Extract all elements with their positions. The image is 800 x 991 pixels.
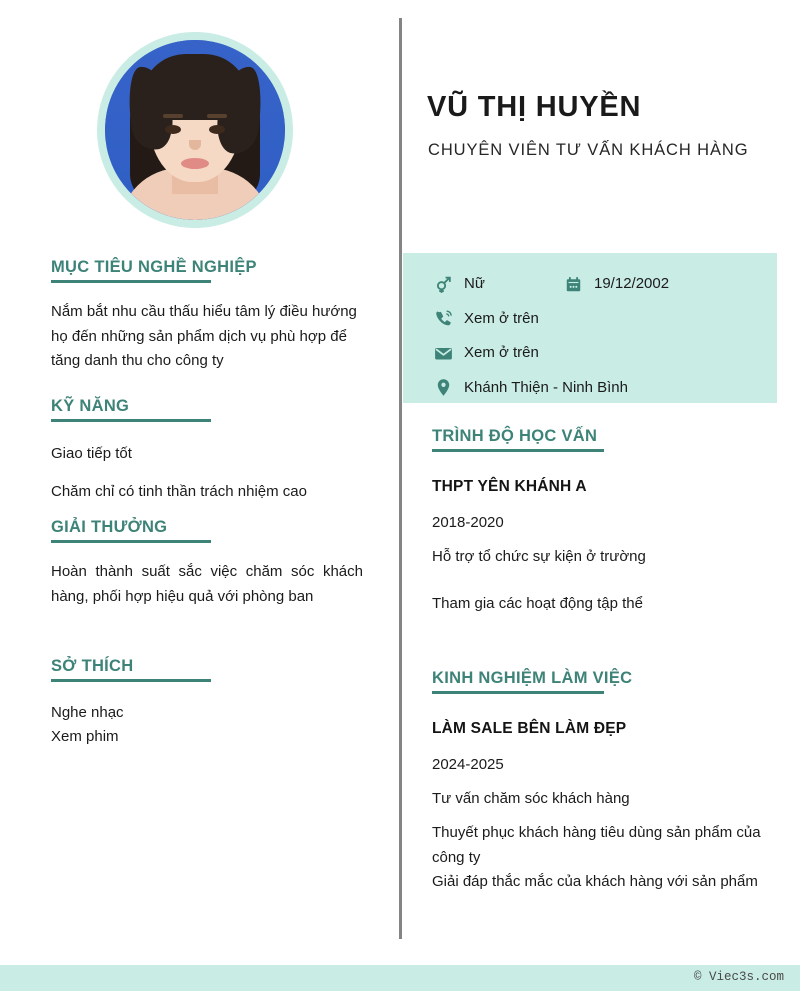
contact-row [403,336,777,371]
eyebrow-right [207,114,227,118]
objective-text: Nắm bắt nhu cầu thấu hiểu tâm lý điều hướng họ đến những sản phẩm dịch vụ phù hợp để tăng danh thu cho công ty [51,303,357,370]
section-skills [51,397,363,504]
education-period: 2018-2020 [432,513,504,531]
contact-row [403,371,777,406]
section-title-education: TRÌNH ĐỘ HỌC VẤN [432,427,598,445]
footer-credit: © Viec3s.com [693,970,784,984]
experience-detail: Thuyết phục khách hàng tiêu dùng sản phẩm của công ty [432,824,761,866]
experience-detail: Tư vấn chăm sóc khách hàng [432,789,630,807]
gender-icon [434,275,453,294]
eye-right [209,125,225,134]
avatar-photo [105,40,285,220]
section-rule [51,280,211,283]
right-column [403,0,800,939]
page-title: VŨ THỊ HUYỀN [427,91,642,123]
contact-item-email [434,344,539,363]
contact-row [403,267,777,302]
contact-item-phone [434,309,539,328]
education-detail: Hỗ trợ tổ chức sự kiện ở trường [432,547,646,565]
footer-bar [0,965,800,991]
eyebrow-left [163,114,183,118]
calendar-icon [564,275,583,294]
section-title-awards: GIẢI THƯỞNG [51,518,168,536]
section-rule [51,419,211,422]
list-item: Chăm chỉ có tinh thần trách nhiệm cao [51,483,307,501]
section-rule [432,691,604,694]
section-hobbies [51,657,363,749]
section-rule [51,540,211,543]
phone-icon [434,309,453,328]
avatar [97,32,293,228]
contact-value-address: Khánh Thiện - Ninh Bình [464,378,628,396]
education-detail: Tham gia các hoạt động tập thể [432,595,643,613]
education-school: THPT YÊN KHÁNH A [432,478,587,496]
list-item: Nghe nhạc [51,704,124,722]
section-title-hobbies: SỞ THÍCH [51,657,134,675]
list-item: Giao tiếp tốt [51,445,132,463]
envelope-icon [434,344,453,363]
section-experience [432,669,782,895]
column-divider [399,18,402,939]
contact-item-birthdate [564,275,669,294]
contact-item-gender [434,275,564,294]
mouth [181,158,209,169]
section-title-skills: KỸ NĂNG [51,397,130,415]
contact-value-phone: Xem ở trên [464,309,539,327]
contact-row [403,302,777,337]
left-column [0,0,399,939]
eye-left [165,125,181,134]
experience-period: 2024-2025 [432,755,504,773]
section-education [432,427,782,617]
section-title-objective: MỤC TIÊU NGHỀ NGHIỆP [51,258,257,276]
section-objective [51,258,363,374]
contact-value-birthdate: 19/12/2002 [594,275,670,293]
experience-position: LÀM SALE BÊN LÀM ĐẸP [432,720,627,738]
location-pin-icon [434,378,453,397]
experience-detail: Giải đáp thắc mắc của khách hàng với sản phẩm [432,873,758,891]
job-title: CHUYÊN VIÊN TƯ VẤN KHÁCH HÀNG [428,141,749,159]
contact-item-address [434,378,628,397]
section-rule [51,679,211,682]
contact-value-gender: Nữ [464,275,485,293]
list-item: Xem phim [51,728,119,746]
contact-value-email: Xem ở trên [464,344,539,362]
section-title-experience: KINH NGHIỆM LÀM VIỆC [432,669,633,687]
section-awards [51,518,363,609]
awards-text: Hoàn thành suất sắc việc chăm sóc khách hàng, phối hợp hiệu quả với phòng ban [51,563,363,605]
contact-panel [403,253,777,403]
section-rule [432,449,604,452]
